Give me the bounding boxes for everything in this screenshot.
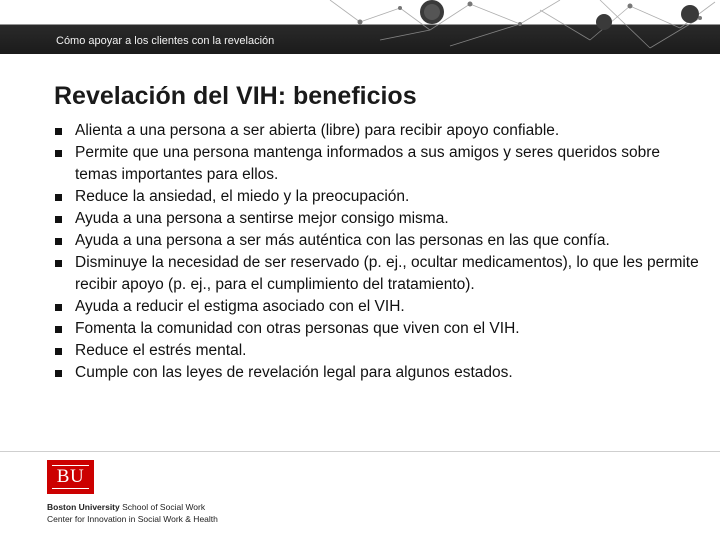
school-name: School of Social Work (122, 502, 206, 512)
list-item: Ayuda a una persona a sentirse mejor consigo misma. (54, 208, 704, 230)
square-bullet-icon (55, 194, 62, 201)
list-item: Fomenta la comunidad con otras personas que viven con el VIH. (54, 318, 704, 340)
square-bullet-icon (55, 370, 62, 377)
square-bullet-icon (55, 150, 62, 157)
footer-university (47, 502, 205, 512)
bu-logo (47, 460, 94, 494)
list-item: Permite que una persona mantenga informados a sus amigos y seres queridos sobre temas importantes para ellos. (54, 142, 704, 186)
list-item: Reduce el estrés mental. (54, 340, 704, 362)
list-item: Alienta a una persona a ser abierta (libre) para recibir apoyo confiable. (54, 120, 704, 142)
header-title: Cómo apoyar a los clientes con la revelación (56, 35, 275, 47)
square-bullet-icon (55, 128, 62, 135)
square-bullet-icon (55, 348, 62, 355)
list-item: Disminuye la necesidad de ser reservado (p. ej., ocultar medicamentos), lo que les permite recibir apoyo (p. ej., para el cumplimiento del tratamiento). (54, 252, 704, 296)
university-name: Boston University (47, 502, 120, 512)
square-bullet-icon (55, 216, 62, 223)
bullet-list (54, 120, 704, 384)
list-item: Reduce la ansiedad, el miedo y la preocupación. (54, 186, 704, 208)
square-bullet-icon (55, 326, 62, 333)
list-item: Ayuda a una persona a ser más auténtica con las personas en las que confía. (54, 230, 704, 252)
list-item: Cumple con las leyes de revelación legal para algunos estados. (54, 362, 704, 384)
bu-logo-text: BU (52, 465, 89, 489)
square-bullet-icon (55, 260, 62, 267)
square-bullet-icon (55, 238, 62, 245)
footer-divider (0, 451, 720, 452)
header-banner (0, 0, 720, 54)
square-bullet-icon (55, 304, 62, 311)
list-item: Ayuda a reducir el estigma asociado con el VIH. (54, 296, 704, 318)
slide-title: Revelación del VIH: beneficios (54, 82, 417, 110)
footer-center: Center for Innovation in Social Work & Health (47, 514, 218, 524)
